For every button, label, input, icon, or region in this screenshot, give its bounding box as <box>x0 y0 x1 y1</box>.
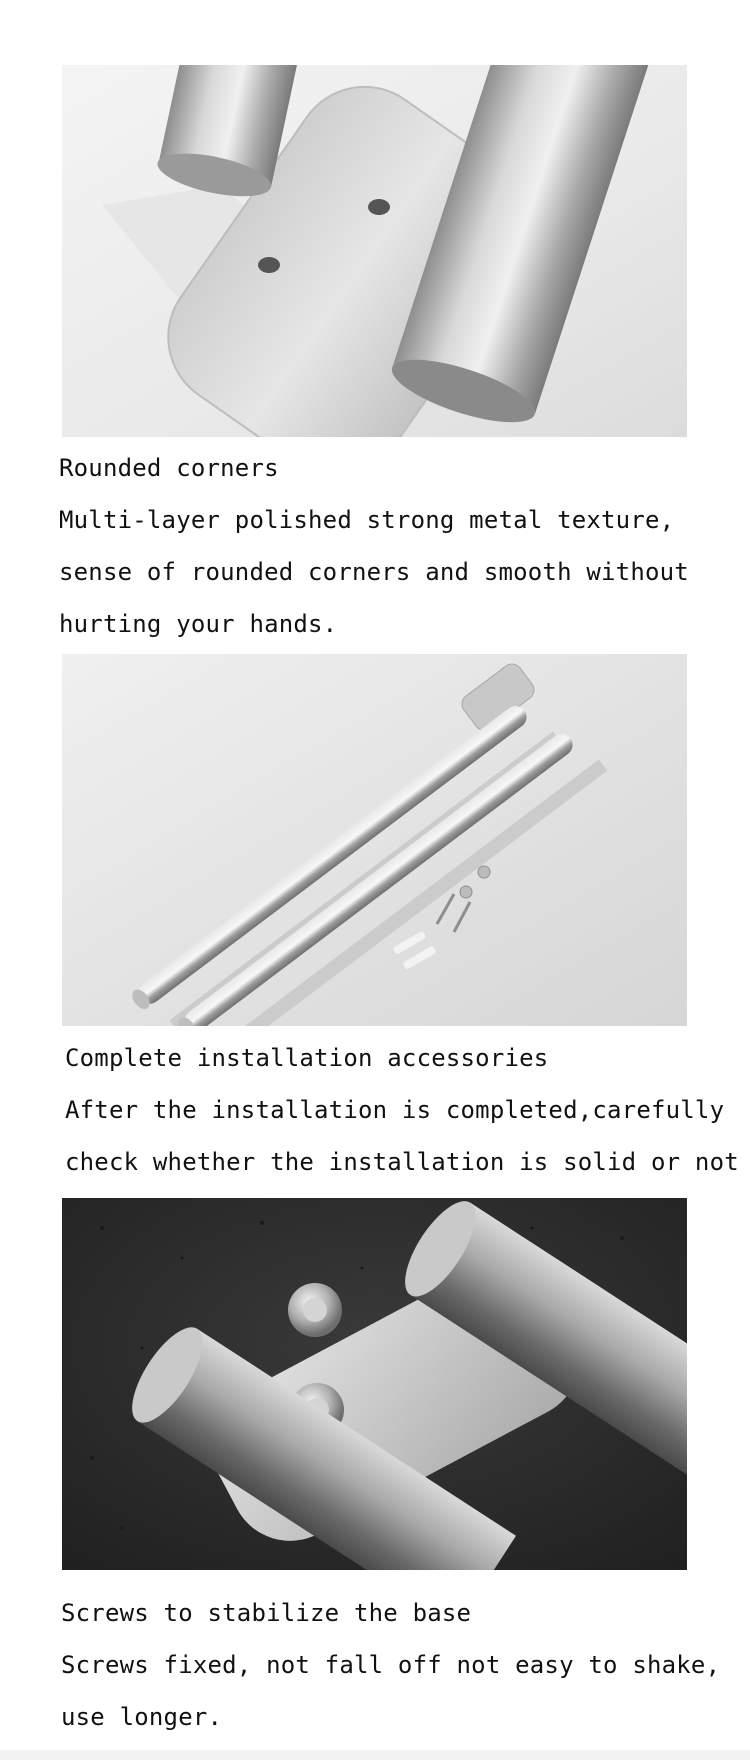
feature-description-line: sense of rounded corners and smooth without <box>59 558 689 586</box>
feature-description-line: use longer. <box>61 1703 223 1731</box>
feature-description-line: Screws fixed, not fall off not easy to shake, <box>61 1651 721 1679</box>
feature-title: Complete installation accessories <box>65 1044 549 1072</box>
mounted-base-screws-photo <box>62 1198 687 1570</box>
feature-text-stabilize-base <box>61 1587 720 1743</box>
feature-title: Rounded corners <box>59 454 279 482</box>
feature-title: Screws to stabilize the base <box>61 1599 472 1627</box>
feature-description-line: After the installation is completed,carefully <box>65 1096 725 1124</box>
feature-description-line: check whether the installation is solid or not <box>65 1148 739 1176</box>
feature-description-line: hurting your hands. <box>59 610 338 638</box>
page-bottom-edge <box>0 1750 750 1760</box>
feature-description-line: Multi-layer polished strong metal texture, <box>59 506 675 534</box>
